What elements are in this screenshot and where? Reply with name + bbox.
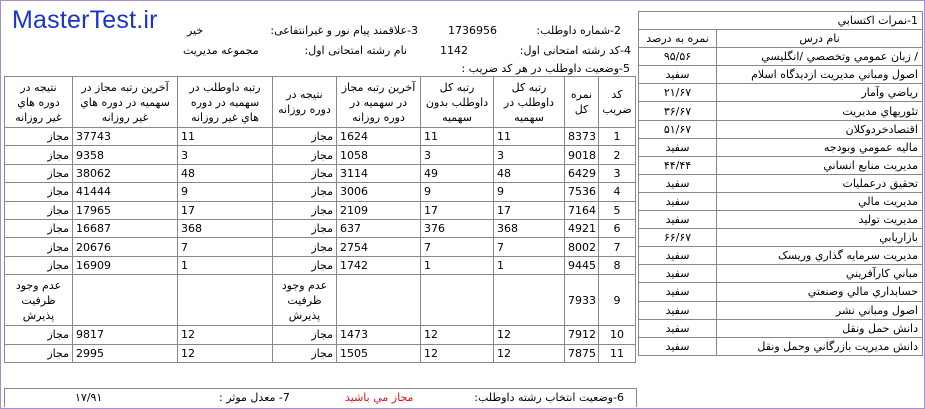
gpa-label: 7- معدل موثر :: [219, 391, 290, 404]
cell-rank-no-quota: 7: [421, 238, 494, 256]
cell-result-day: مجاز: [273, 183, 337, 201]
candidate-number-label: 2-شماره داوطلب:: [536, 24, 621, 37]
cell-coef-code: 7: [599, 238, 636, 256]
cell-result-night: مجاز: [5, 344, 73, 362]
cell-rank-night: 9: [178, 183, 273, 201]
cell-rank-quota: 7: [494, 238, 565, 256]
cell-result-night: مجاز: [5, 128, 73, 146]
candidate-number: 1736956: [448, 24, 497, 37]
cell-rank-night: 7: [178, 238, 273, 256]
course-name: مديريت مالي: [717, 192, 923, 210]
site-watermark: MasterTest.ir: [12, 6, 158, 34]
cell-rank-night: 12: [178, 326, 273, 344]
scores-title: 1-نمرات اکتسابي: [639, 12, 923, 30]
header-last-rank-night: آخرين رتبه مجاز در سهميه در دوره هاي غير روزانه: [73, 77, 178, 128]
cell-result-day: مجاز: [273, 219, 337, 237]
cell-rank-quota: 3: [494, 146, 565, 164]
cell-rank-night: [178, 275, 273, 326]
cell-last-rank-day: [337, 275, 421, 326]
ranking-row: [5, 128, 636, 146]
cell-rank-quota: [494, 275, 565, 326]
status-section-label: 5-وضعیت داوطلب در هر کد ضریب :: [461, 62, 630, 75]
header-result-day: نتيجه در دوره روزانه: [273, 77, 337, 128]
cell-last-rank-night: 2995: [73, 344, 178, 362]
cell-result-night: مجاز: [5, 201, 73, 219]
course-score: سفيد: [639, 247, 717, 265]
course-name: تئوريهاي مديريت: [717, 102, 923, 120]
cell-last-rank-day: 2754: [337, 238, 421, 256]
cell-rank-quota: 11: [494, 128, 565, 146]
cell-last-rank-day: 3114: [337, 164, 421, 182]
ranking-row: [5, 344, 636, 362]
cell-last-rank-night: 16909: [73, 256, 178, 274]
score-row: [639, 192, 923, 210]
cell-rank-quota: 48: [494, 164, 565, 182]
course-score: ۲۱/۶۷: [639, 84, 717, 102]
course-name: مديريت توليد: [717, 211, 923, 229]
cell-rank-no-quota: 17: [421, 201, 494, 219]
cell-result-day: عدم وجود ظرفيت پذيرش: [273, 275, 337, 326]
cell-total-score: 9018: [565, 146, 599, 164]
course-score: سفيد: [639, 192, 717, 210]
score-row: [639, 265, 923, 283]
course-name: رياضي وآمار: [717, 84, 923, 102]
cell-rank-night: 12: [178, 344, 273, 362]
score-row: [639, 319, 923, 337]
score-row: [639, 156, 923, 174]
cell-last-rank-night: 9358: [73, 146, 178, 164]
cell-coef-code: 11: [599, 344, 636, 362]
cell-rank-quota: 17: [494, 201, 565, 219]
cell-last-rank-day: 1742: [337, 256, 421, 274]
course-name: اصول ومباني مديريت ازديدگاه اسلام: [717, 66, 923, 84]
cell-rank-night: 3: [178, 146, 273, 164]
ranking-row: [5, 256, 636, 274]
course-score: سفيد: [639, 265, 717, 283]
course-name: مديريت سرمايه گذاري وريسک: [717, 247, 923, 265]
score-row: [639, 66, 923, 84]
cell-rank-quota: 1: [494, 256, 565, 274]
cell-rank-night: 368: [178, 219, 273, 237]
cell-total-score: 7933: [565, 275, 599, 326]
cell-rank-night: 48: [178, 164, 273, 182]
cell-result-day: مجاز: [273, 201, 337, 219]
cell-coef-code: 4: [599, 183, 636, 201]
course-score: ۴۴/۴۴: [639, 156, 717, 174]
cell-result-night: مجاز: [5, 164, 73, 182]
header-last-rank-day: آخرين رتبه مجاز در سهميه در دوره روزانه: [337, 77, 421, 128]
cell-rank-no-quota: 12: [421, 344, 494, 362]
header-total-score: نمره کل: [565, 77, 599, 128]
interest-label: 3-علاقمند پیام نور و غیرانتفاعی:: [270, 24, 418, 37]
selection-status-value: مجاز مي باشيد: [345, 391, 414, 404]
course-score: ۶۶/۶۷: [639, 229, 717, 247]
score-row: [639, 138, 923, 156]
score-row: [639, 84, 923, 102]
cell-rank-no-quota: 3: [421, 146, 494, 164]
cell-result-day: مجاز: [273, 326, 337, 344]
course-score: سفيد: [639, 283, 717, 301]
course-score: سفيد: [639, 66, 717, 84]
course-score: سفيد: [639, 337, 717, 355]
ranking-table: [4, 76, 636, 363]
cell-result-night: مجاز: [5, 326, 73, 344]
cell-last-rank-day: 637: [337, 219, 421, 237]
cell-last-rank-night: 37743: [73, 128, 178, 146]
course-name: بازاريابي: [717, 229, 923, 247]
course-name: حسابداري مالي وصنعتي: [717, 283, 923, 301]
course-score: ۳۶/۶۷: [639, 102, 717, 120]
course-score: سفيد: [639, 138, 717, 156]
cell-coef-code: 10: [599, 326, 636, 344]
cell-last-rank-day: 3006: [337, 183, 421, 201]
cell-last-rank-day: 1505: [337, 344, 421, 362]
cell-coef-code: 9: [599, 275, 636, 326]
cell-rank-no-quota: 49: [421, 164, 494, 182]
cell-coef-code: 3: [599, 164, 636, 182]
ranking-row: [5, 238, 636, 256]
cell-last-rank-night: 20676: [73, 238, 178, 256]
cell-total-score: 7536: [565, 183, 599, 201]
cell-rank-quota: 12: [494, 344, 565, 362]
interest-value: خیر: [187, 24, 204, 37]
ranking-row: [5, 164, 636, 182]
cell-result-night: مجاز: [5, 256, 73, 274]
course-name: تحقيق درعمليات: [717, 174, 923, 192]
course-score: ۹۵/۵۶: [639, 48, 717, 66]
cell-total-score: 7164: [565, 201, 599, 219]
cell-result-day: مجاز: [273, 238, 337, 256]
cell-last-rank-night: 16687: [73, 219, 178, 237]
cell-coef-code: 8: [599, 256, 636, 274]
cell-rank-night: 1: [178, 256, 273, 274]
cell-result-night: عدم وجود ظرفيت پذيرش: [5, 275, 73, 326]
header-rank-no-quota: رتبه کل داوطلب بدون سهميه: [421, 77, 494, 128]
cell-rank-night: 17: [178, 201, 273, 219]
score-title-row: [639, 12, 923, 30]
score-row: [639, 174, 923, 192]
score-row: [639, 229, 923, 247]
course-name: / زبان عمومي وتخصصي /انگليسي: [717, 48, 923, 66]
cell-coef-code: 2: [599, 146, 636, 164]
header-result-night: نتيجه در دوره هاي غير روزانه: [5, 77, 73, 128]
course-col-header: نام درس: [717, 30, 923, 48]
cell-result-night: مجاز: [5, 238, 73, 256]
cell-result-day: مجاز: [273, 128, 337, 146]
score-row: [639, 283, 923, 301]
cell-last-rank-day: 1473: [337, 326, 421, 344]
cell-total-score: 8002: [565, 238, 599, 256]
exam-code-label: 4-کد رشته امتحانی اول:: [519, 44, 631, 57]
ranking-row: [5, 275, 636, 326]
ranking-row: [5, 146, 636, 164]
gpa-value: ۱۷/۹۱: [75, 391, 103, 404]
course-score: ۵۱/۶۷: [639, 120, 717, 138]
course-score: سفيد: [639, 174, 717, 192]
cell-rank-no-quota: [421, 275, 494, 326]
cell-result-day: مجاز: [273, 344, 337, 362]
score-table: [638, 11, 923, 356]
cell-rank-no-quota: 9: [421, 183, 494, 201]
cell-rank-night: 11: [178, 128, 273, 146]
cell-last-rank-day: 2109: [337, 201, 421, 219]
cell-coef-code: 5: [599, 201, 636, 219]
cell-total-score: 4921: [565, 219, 599, 237]
cell-coef-code: 6: [599, 219, 636, 237]
score-header-row: [639, 30, 923, 48]
cell-result-day: مجاز: [273, 146, 337, 164]
cell-last-rank-night: 38062: [73, 164, 178, 182]
cell-result-day: مجاز: [273, 256, 337, 274]
ranking-row: [5, 183, 636, 201]
score-col-header: نمره به درصد: [639, 30, 717, 48]
cell-total-score: 7875: [565, 344, 599, 362]
cell-total-score: 6429: [565, 164, 599, 182]
cell-last-rank-night: 41444: [73, 183, 178, 201]
course-score: سفيد: [639, 319, 717, 337]
course-score: سفيد: [639, 211, 717, 229]
cell-result-night: مجاز: [5, 219, 73, 237]
course-name: اقتصادخردوکلان: [717, 120, 923, 138]
score-row: [639, 247, 923, 265]
cell-last-rank-day: 1624: [337, 128, 421, 146]
selection-status-label: 6-وضعيت انتخاب رشته داوطلب:: [474, 391, 624, 404]
score-row: [639, 337, 923, 355]
course-name: دانش حمل ونقل: [717, 319, 923, 337]
course-name: اصول ومباني نشر: [717, 301, 923, 319]
exam-name: مجموعه مدیریت: [183, 44, 259, 57]
score-row: [639, 211, 923, 229]
cell-rank-no-quota: 1: [421, 256, 494, 274]
exam-name-label: نام رشته امتحانی اول:: [304, 44, 407, 57]
ranking-header-row: [5, 77, 636, 128]
cell-rank-no-quota: 376: [421, 219, 494, 237]
cell-total-score: 9445: [565, 256, 599, 274]
cell-last-rank-night: 17965: [73, 201, 178, 219]
cell-total-score: 8373: [565, 128, 599, 146]
cell-rank-quota: 368: [494, 219, 565, 237]
course-name: دانش مديريت بازرگاني وحمل ونقل: [717, 337, 923, 355]
cell-result-night: مجاز: [5, 183, 73, 201]
cell-last-rank-night: 9817: [73, 326, 178, 344]
cell-result-day: مجاز: [273, 164, 337, 182]
score-row: [639, 120, 923, 138]
score-row: [639, 48, 923, 66]
course-score: سفيد: [639, 301, 717, 319]
course-name: ماليه عمومي وبودجه: [717, 138, 923, 156]
header-rank-night: رتبه داوطلب در سهميه در دوره هاي غير روزانه: [178, 77, 273, 128]
ranking-row: [5, 326, 636, 344]
footer-strip: [4, 388, 637, 407]
exam-code: 1142: [440, 44, 468, 57]
score-row: [639, 301, 923, 319]
cell-rank-no-quota: 11: [421, 128, 494, 146]
ranking-row: [5, 201, 636, 219]
course-name: مديريت منابع انساني: [717, 156, 923, 174]
cell-rank-no-quota: 12: [421, 326, 494, 344]
cell-last-rank-day: 1058: [337, 146, 421, 164]
score-row: [639, 102, 923, 120]
header-rank-quota: رتبه کل داوطلب در سهميه: [494, 77, 565, 128]
cell-result-night: مجاز: [5, 146, 73, 164]
ranking-row: [5, 219, 636, 237]
course-name: مباني کارآفريني: [717, 265, 923, 283]
cell-rank-quota: 12: [494, 326, 565, 344]
cell-last-rank-night: [73, 275, 178, 326]
cell-rank-quota: 9: [494, 183, 565, 201]
header-code: کد ضريب: [599, 77, 636, 128]
cell-total-score: 7912: [565, 326, 599, 344]
cell-coef-code: 1: [599, 128, 636, 146]
